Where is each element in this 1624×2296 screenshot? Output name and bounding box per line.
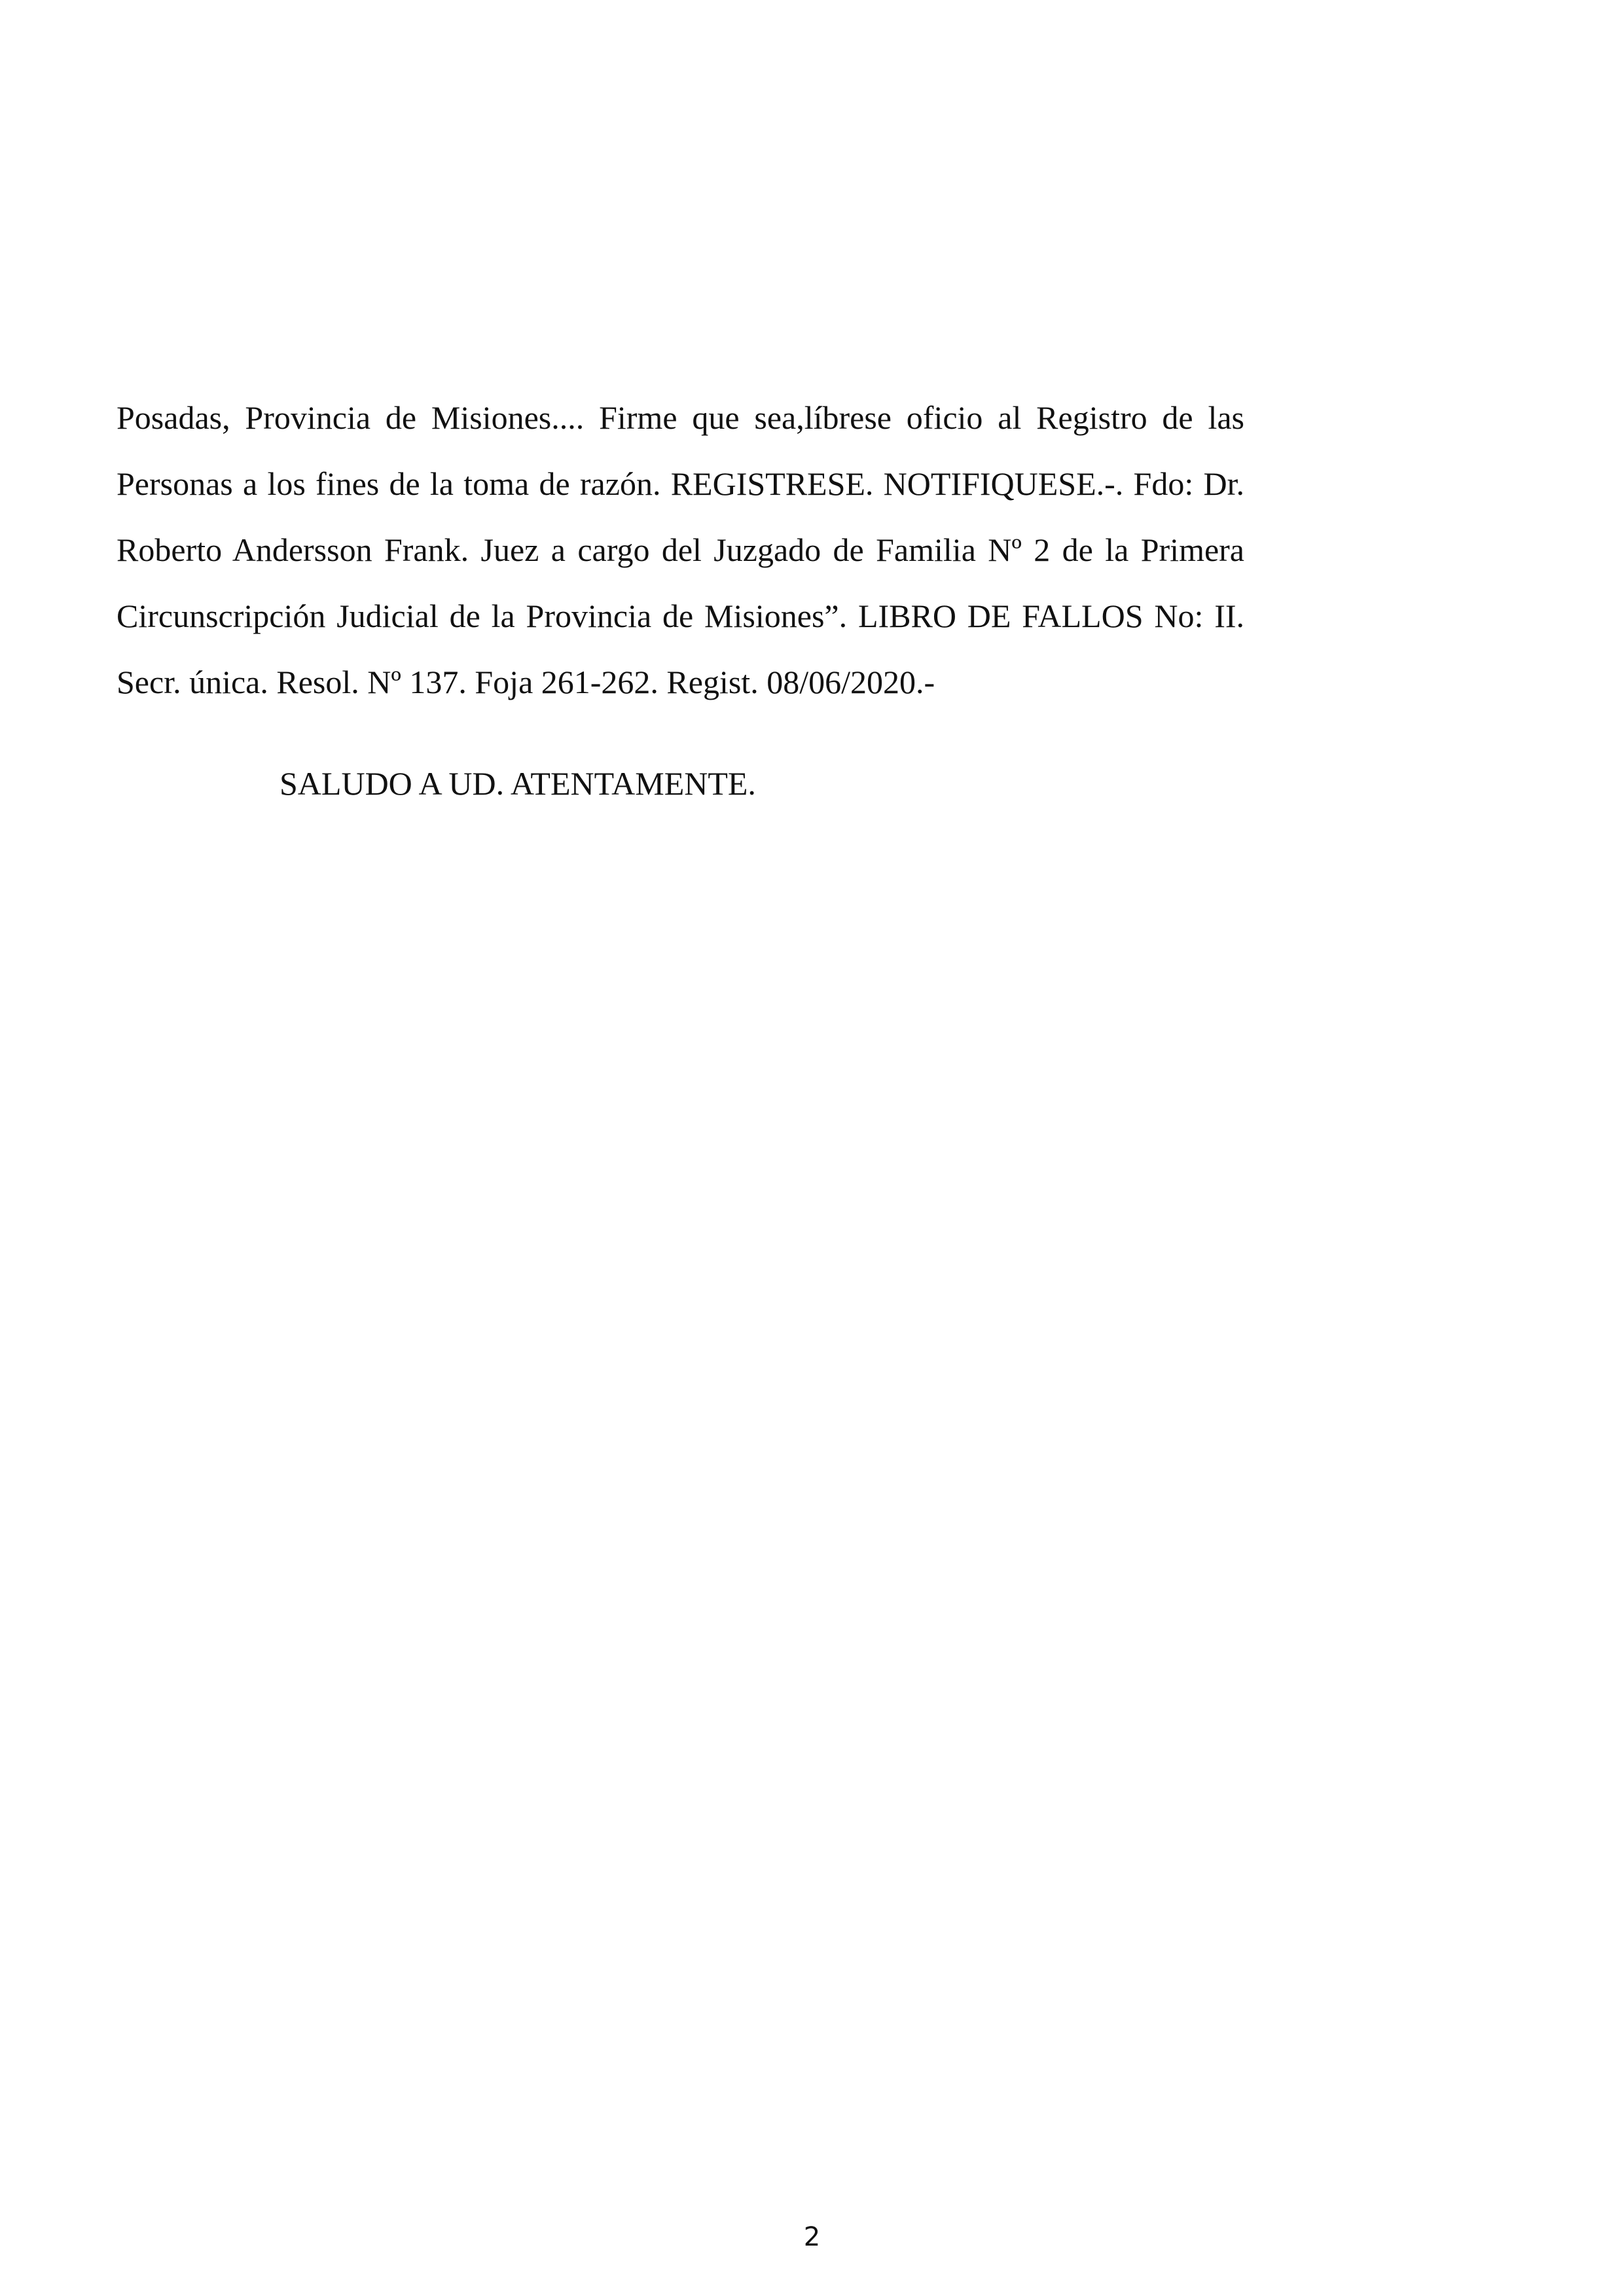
page-number: 2: [803, 2222, 821, 2252]
body-paragraph: [117, 385, 1244, 715]
paragraph-line: Secr. única. Resol. Nº 137. Foja 261-262. Regist. 08/06/2020.-: [117, 664, 935, 700]
paragraph-line: Roberto Andersson Frank. Juez a cargo del Juzgado de Familia Nº 2 de la Primera: [117, 531, 1244, 568]
paragraph-line: Personas a los fines de la toma de razón. REGISTRESE. NOTIFIQUESE.-. Fdo: Dr.: [117, 465, 1244, 502]
closing-salutation: SALUDO A UD. ATENTAMENTE.: [280, 765, 756, 802]
paragraph-line: Posadas, Provincia de Misiones.... Firme que sea,líbrese oficio al Registro de las: [117, 399, 1244, 436]
paragraph-line: Circunscripción Judicial de la Provincia de Misiones”. LIBRO DE FALLOS No: II.: [117, 598, 1244, 634]
